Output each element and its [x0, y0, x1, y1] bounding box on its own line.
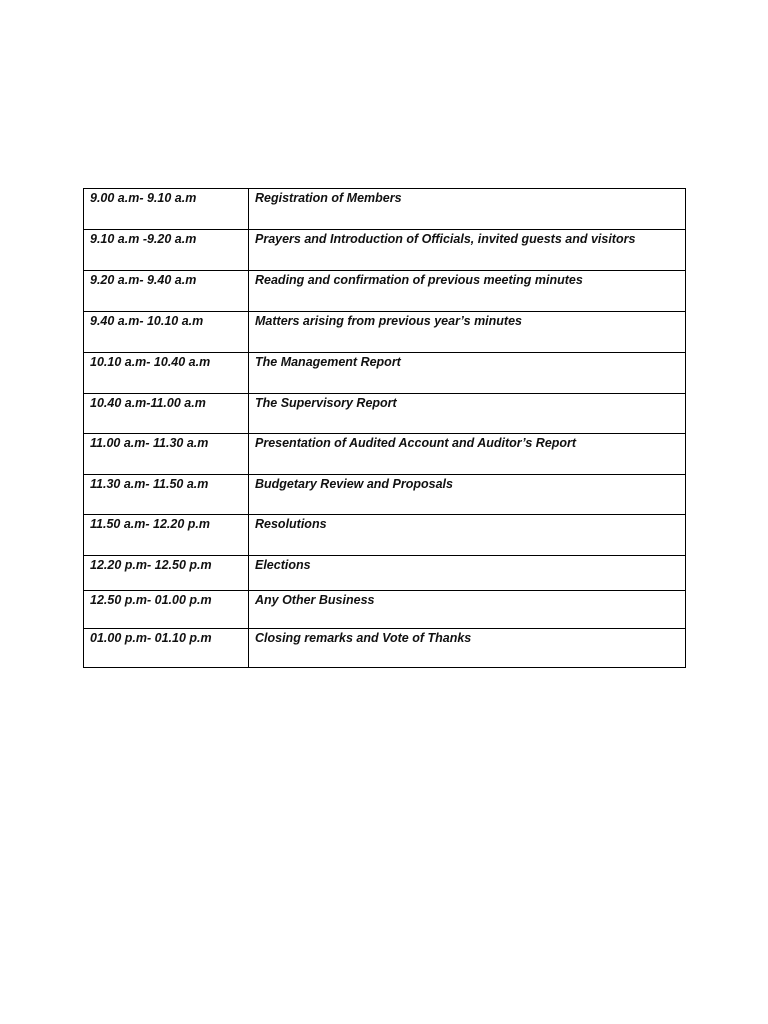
- table-row: [84, 312, 686, 353]
- agenda-item: The Management Report: [249, 353, 686, 394]
- agenda-item: Prayers and Introduction of Officials, invited guests and visitors: [249, 230, 686, 271]
- time-slot: 9.00 a.m- 9.10 a.m: [84, 189, 249, 230]
- agenda-item: Budgetary Review and Proposals: [249, 475, 686, 515]
- agenda-item: Matters arising from previous year’s minutes: [249, 312, 686, 353]
- table-row: [84, 475, 686, 515]
- time-slot: 10.40 a.m-11.00 a.m: [84, 394, 249, 434]
- agenda-item: Any Other Business: [249, 591, 686, 629]
- agenda-item: Resolutions: [249, 515, 686, 556]
- time-slot: 01.00 p.m- 01.10 p.m: [84, 629, 249, 668]
- table-row: [84, 271, 686, 312]
- time-slot: 12.20 p.m- 12.50 p.m: [84, 556, 249, 591]
- table-row: [84, 353, 686, 394]
- time-slot: 10.10 a.m- 10.40 a.m: [84, 353, 249, 394]
- table-row: [84, 189, 686, 230]
- time-slot: 12.50 p.m- 01.00 p.m: [84, 591, 249, 629]
- table-row: [84, 230, 686, 271]
- agenda-table: [83, 188, 686, 668]
- table-row: [84, 591, 686, 629]
- table-row: [84, 394, 686, 434]
- agenda-item: Reading and confirmation of previous meeting minutes: [249, 271, 686, 312]
- agenda-item: The Supervisory Report: [249, 394, 686, 434]
- table-row: [84, 556, 686, 591]
- agenda-item: Presentation of Audited Account and Auditor’s Report: [249, 434, 686, 475]
- agenda-item: Closing remarks and Vote of Thanks: [249, 629, 686, 668]
- agenda-item: Elections: [249, 556, 686, 591]
- time-slot: 11.30 a.m- 11.50 a.m: [84, 475, 249, 515]
- time-slot: 9.10 a.m -9.20 a.m: [84, 230, 249, 271]
- time-slot: 11.00 a.m- 11.30 a.m: [84, 434, 249, 475]
- table-row: [84, 515, 686, 556]
- time-slot: 11.50 a.m- 12.20 p.m: [84, 515, 249, 556]
- table-row: [84, 629, 686, 668]
- table-row: [84, 434, 686, 475]
- time-slot: 9.20 a.m- 9.40 a.m: [84, 271, 249, 312]
- agenda-item: Registration of Members: [249, 189, 686, 230]
- time-slot: 9.40 a.m- 10.10 a.m: [84, 312, 249, 353]
